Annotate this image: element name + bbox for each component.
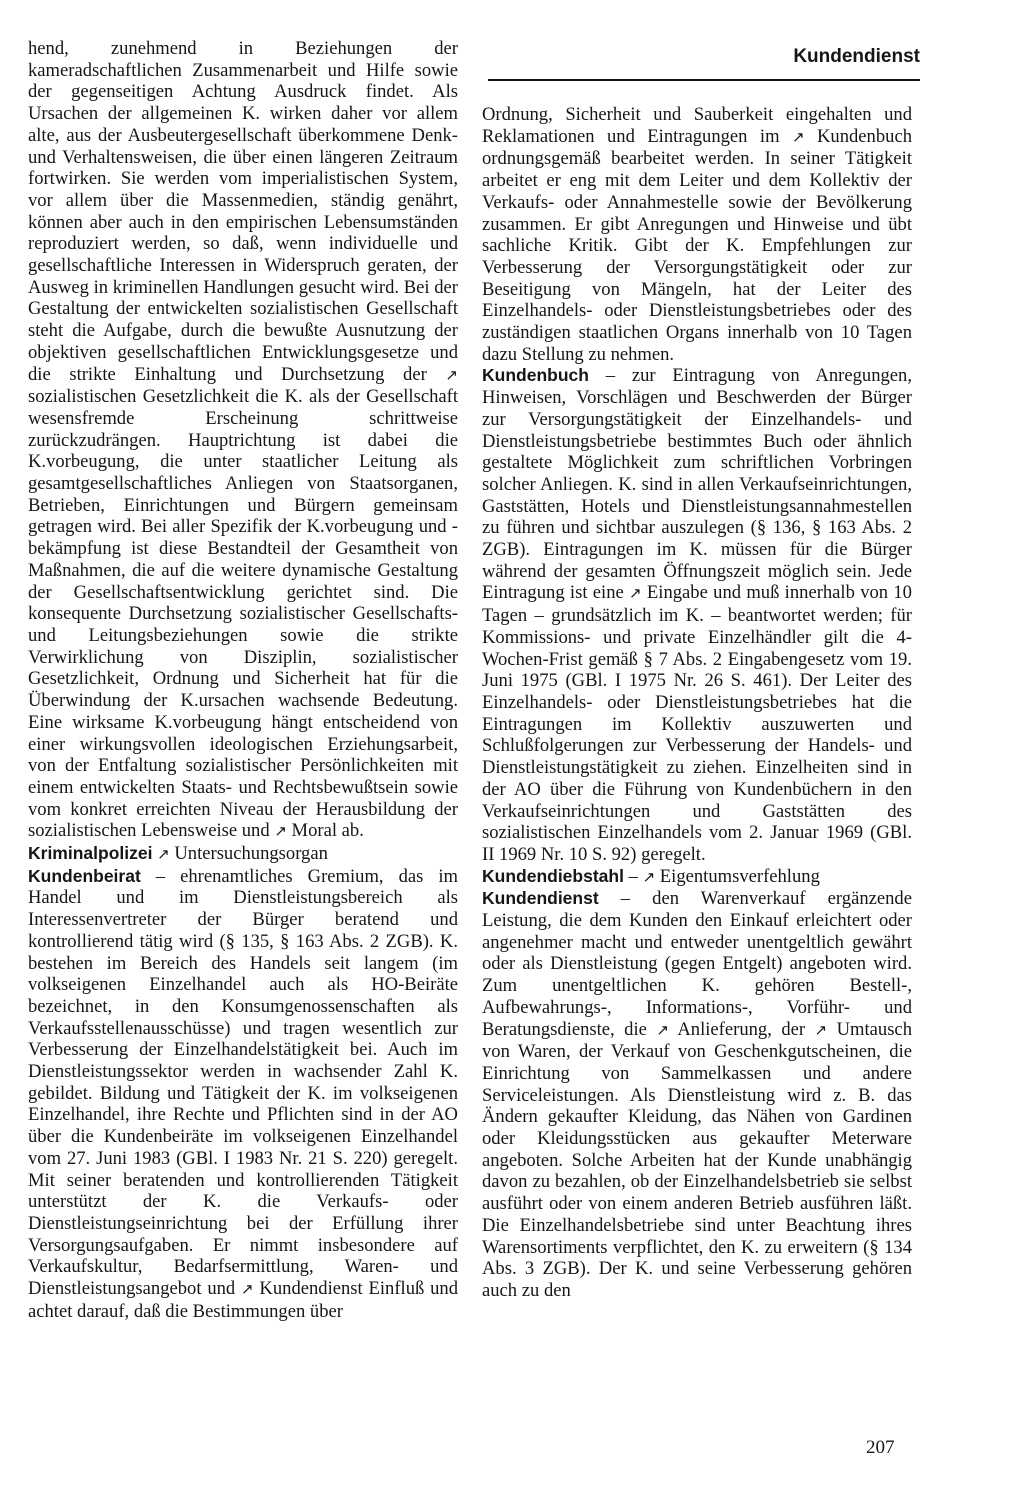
continuation-paragraph	[28, 38, 458, 843]
cross-reference-arrow-icon: ↗	[642, 867, 656, 886]
body-text: ab.	[341, 820, 364, 842]
entry-headword: Kundenbuch	[482, 365, 589, 386]
entry-kriminalpolizei	[28, 843, 458, 866]
cross-reference-arrow-icon: ↗	[241, 1280, 254, 1299]
entry-headword: Kundenbeirat	[28, 865, 141, 886]
cross-reference-arrow-icon: ↗	[629, 584, 642, 603]
cross-reference: sozialistischen Gesetzlichkeit	[28, 386, 250, 408]
entry-text: Einfluß und achtet darauf, daß die Bestimmungen über	[28, 1278, 458, 1322]
entry-kundendienst	[482, 888, 912, 1301]
entry-text: – den Warenverkauf ergänzende Leistung, die dem Kunden den Einkauf erleichtert oder angenehmer macht und entweder unentgeltlich gewährt oder als Dienstleistung (gegen Entgelt) angeboten wird. Zum unentgeltlichen K. gehören Bestell-, Aufbewahrungs-, Informations-, Vorführ- und Beratungsdienste, die	[482, 888, 912, 1040]
entry-headword: Kundendienst	[482, 888, 599, 909]
cross-reference-arrow-icon: ↗	[445, 365, 458, 384]
cross-reference: Eigentumsverfehlung	[659, 865, 820, 887]
entry-headword: Kriminalpolizei	[28, 843, 153, 864]
right-column	[482, 104, 912, 1302]
continuation-paragraph	[482, 104, 912, 365]
cross-reference-arrow-icon: ↗	[814, 1020, 828, 1039]
body-text: Ordnung, Sicherheit und Sauberkeit eingehalten und Reklamationen und Eintragungen im	[482, 104, 912, 147]
entry-text: , der Verkauf von Geschenkgutscheinen, die Einrichtung von Sammelkassen und andere Serviceleistungen. Als Dienstleistung wird z. B. das Ändern gekaufter Kleidung, das Nähen von Gardinen oder Kleidungsstücken aus gekaufter Meterware angeboten. Solche Arbeiten hat der Kunde unabhängig davon zu bezahlen, ob der Einzelhandelsbetrieb sie selbst ausführt oder von einem anderen Betrieb ausführen läßt. Die Einzelhandelsbetriebe sind unter Beachtung ihres Warensortiments verpflichtet, den K. zu erweitern (§ 134 Abs. 3 ZGB). Der K. und seine Verbesserung gehören auch zu den	[482, 1041, 912, 1301]
cross-reference: Kundendienst	[259, 1278, 363, 1300]
header-rule	[488, 79, 920, 81]
cross-reference-arrow-icon: ↗	[656, 1020, 669, 1039]
cross-reference-arrow-icon: ↗	[791, 127, 805, 146]
entry-kundenbuch	[482, 365, 912, 865]
entry-text: und muß innerhalb von 10 Tagen – grundsätzlich im K. – beantwortet werden; für Kommissions- und private Einzelhändler gilt die 4-Wochen-Frist gemäß § 7 Abs. 2 Eingabengesetz vom 19. Juni 1975 (GBl. I 1975 Nr. 26 S. 461). Der Leiter des Einzelhandels- oder Dienstleistungsbetriebes hat die Eintragungen im Kollektiv auszuwerten und Schlußfolgerungen zur Verbesserung der Handels- und Dienstleistungstätigkeit zu ziehen. Einzelheiten sind in der AO über die Führung von Kundenbüchern in den Verkaufseinrichtungen und Gaststätten des sozialistischen Einzelhandels vom 2. Januar 1969 (GBl. II 1969 Nr. 10 S. 92) geregelt.	[482, 582, 912, 865]
cross-reference: Moral	[291, 820, 337, 842]
entry-kundendiebstahl	[482, 866, 912, 889]
left-column	[28, 38, 458, 1322]
body-text: hend, zunehmend in Beziehungen der kameradschaftlichen Zusammenarbeit und Hilfe sowie der gegenseitigen Achtung Ausdruck findet. Als Ursachen der allgemeinen K. wirken daher vor allem alte, aus der Ausbeutergesellschaft überkommene Denk- und Verhaltensweisen, die über einen längeren Zeitraum fortwirken. Sie werden vom imperialistischen System, vor allem über die Massenmedien, ständig genährt, können aber auch in den empirischen Lebensumständen reproduziert werden, so daß, wenn individuelle und gesellschaftliche Interessen in Widerspruch geraten, der Ausweg in kriminellen Handlungen gesucht wird. Bei der Gestaltung der entwickelten sozialistischen Gesellschaft steht die Aufgabe, durch die bewußte Ausnutzung der objektiven gesellschaftlichen Entwicklungsgesetze und die strikte Einhaltung und Durchsetzung der	[28, 38, 458, 385]
cross-reference: Untersuchungsorgan	[174, 843, 328, 865]
entry-text: – zur Eintragung von Anregungen, Hinweisen, Vorschlägen und Beschwerden der Bürger zur Versorgungstätigkeit der Einzelhandels- und Dienstleistungsbetriebe bestimmtes Buch oder ähnlich gestaltete Möglichkeit zum schriftlichen Vorbringen solcher Anliegen. K. sind in allen Verkaufseinrichtungen, Gaststätten, Hotels und Dienstleistungsannahmestellen zu führen und sichtbar auszulegen (§ 136, § 163 Abs. 2 ZGB). Eintragungen im K. müssen für die Bürger während der gesamten Öffnungszeit möglich sein. Jede Eintragung ist eine	[482, 365, 912, 604]
body-text: ordnungsgemäß bearbeitet werden. In seiner Tätigkeit arbeitet er eng mit dem Leiter und dem Kollektiv der Verkaufs- oder Annahmestelle sowie der Bevölkerung zusammen. Er gibt Anregungen und Hinweise und übt sachliche Kritik. Gibt der K. Empfehlungen zur Verbesserung der Versorgungstätigkeit oder zur Beseitigung von Mängeln, hat der Leiter des Einzelhandels- oder Dienstleistungsbetriebes oder des zuständigen staatlichen Organs innerhalb von 10 Tagen dazu Stellung zu nehmen.	[482, 148, 912, 365]
body-text: die K. als der Gesellschaft wesensfremde Erscheinung schrittweise zurückzudrängen. Hauptrichtung ist dabei die K.vorbeugung, die unter staatlicher Leitung als gesamtgesellschaftliches Anliegen von Staatsorganen, Betrieben, Einrichtungen und Bürgern gemeinsam getragen wird. Bei aller Spezifik der K.vorbeugung und -bekämpfung ist diese Bestandteil der Gesamtheit von Maßnahmen, die auf die weitere dynamische Gestaltung der Gesellschaftsentwicklung gerichtet sind. Die konsequente Durchsetzung sozialistischer Gesellschafts- und Leitungsbeziehungen sowie die strikte Verwirklichung von Disziplin, sozialistischer Gesetzlichkeit, Ordnung und Sicherheit hat für die Überwindung der K.ursachen wachsende Bedeutung. Eine wirksame K.vorbeugung hängt entscheidend von einer wirkungsvollen ideologischen Erziehungsarbeit, von der Entfaltung sozialistischer Persönlichkeiten mit einem entwickelten Staats- und Rechtsbewußtsein sowie vom konkret erreichten Niveau der Herausbildung der sozialistischen Lebensweise und	[28, 386, 458, 842]
cross-reference-arrow-icon: ↗	[157, 845, 170, 864]
cross-reference: Kundenbuch	[816, 125, 912, 147]
cross-reference: Umtausch von Waren	[482, 1018, 912, 1063]
entry-kundenbeirat	[28, 866, 458, 1323]
entry-headword: Kundendiebstahl	[482, 865, 624, 886]
entry-dash: –	[628, 865, 638, 887]
entry-text: – ehrenamtliches Gremium, das im Handel und im Dienstleistungsbereich als Interessenvertreter der Bürger beratend und kontrollierend tätig wird (§ 135, § 163 Abs. 2 ZGB). K. bestehen im Bereich des Handels seit langem (im volkseigenen Einzelhandel auch als HO-Beiräte bezeichnet, in den Konsumgenossenschaften als Verkaufsstellenausschüsse) und tragen wesentlich zur Verbesserung der Einzelhandelstätigkeit bei. Auch im Dienstleistungssektor werden in wachsender Zahl K. gebildet. Bildung und Tätigkeit der K. im volkseigenen Einzelhandel, ihre Rechte und Pflichten sind in der AO über die Kundenbeiräte im volkseigenen Einzelhandel vom 27. Juni 1983 (GBl. I 1983 Nr. 21 S. 220) geregelt. Mit seiner beratenden und kontrollierenden Tätigkeit unterstützt der K. die Verkaufs- oder Dienstleistungseinrichtung bei der Erfüllung ihrer Versorgungsaufgaben. Er nimmt insbesondere auf Verkaufskultur, Bedarfsermittlung, Waren- und Dienstleistungsangebot und	[28, 865, 458, 1300]
entry-text: , der	[767, 1018, 806, 1040]
cross-reference: Anlieferung	[677, 1018, 768, 1040]
page-number: 207	[866, 1437, 895, 1458]
cross-reference-arrow-icon: ↗	[274, 822, 287, 841]
cross-reference: Eingabe	[646, 582, 708, 604]
running-head: Kundendienst	[793, 46, 920, 67]
